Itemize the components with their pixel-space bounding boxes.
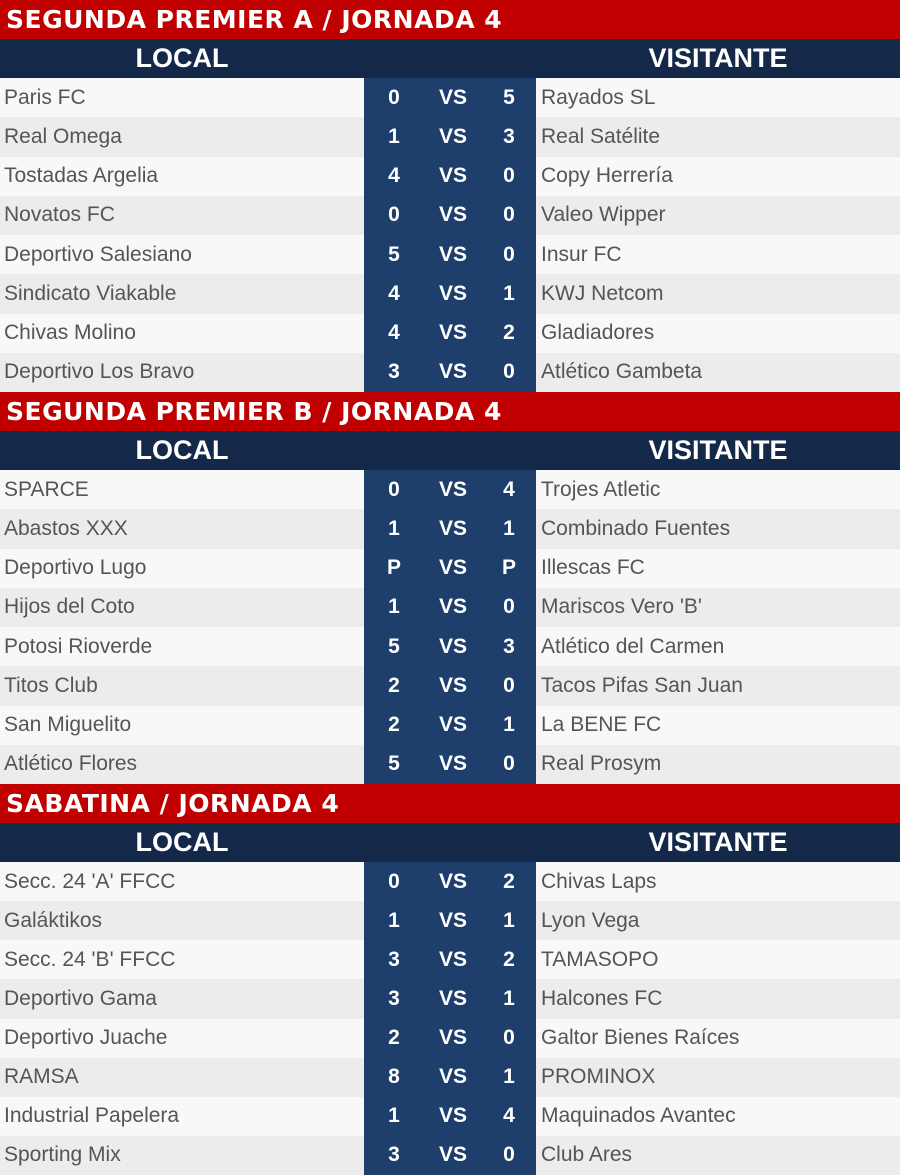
- away-team: Galtor Bienes Raíces: [541, 1026, 740, 1050]
- match-row: [0, 274, 900, 313]
- away-score: 0: [503, 752, 515, 776]
- match-row: [0, 901, 900, 940]
- vs-label: VS: [438, 908, 467, 932]
- match-row: [0, 549, 900, 588]
- score-block: [364, 549, 536, 588]
- away-score: 1: [503, 908, 515, 932]
- score-block: [364, 235, 536, 274]
- score-header-spacer: [364, 39, 536, 78]
- match-row: [0, 706, 900, 745]
- vs-label: VS: [438, 321, 467, 345]
- away-team: Gladiadores: [541, 321, 655, 345]
- home-team: SPARCE: [4, 477, 89, 501]
- home-team: Novatos FC: [4, 203, 115, 227]
- visitor-header: VISITANTE: [648, 43, 788, 73]
- score-block: [364, 353, 536, 392]
- home-score: 1: [388, 124, 400, 148]
- away-team: Real Satélite: [541, 124, 661, 148]
- away-team: KWJ Netcom: [541, 281, 664, 305]
- away-score: P: [501, 556, 516, 580]
- match-row: [0, 862, 900, 901]
- away-score: 2: [503, 321, 515, 345]
- match-row: [0, 1097, 900, 1136]
- away-score: 0: [503, 360, 515, 384]
- league-title: SEGUNDA PREMIER B / JORNADA 4: [0, 392, 900, 431]
- away-score: 5: [503, 85, 515, 109]
- score-block: [364, 274, 536, 313]
- score-block: [364, 1136, 536, 1175]
- home-score: 2: [388, 673, 400, 697]
- vs-label: VS: [438, 1026, 467, 1050]
- home-score: 0: [388, 477, 400, 501]
- away-score: 4: [503, 477, 515, 501]
- away-score: 2: [503, 869, 515, 893]
- home-team: Deportivo Juache: [4, 1026, 168, 1050]
- away-team: Tacos Pifas San Juan: [541, 673, 743, 697]
- column-header-row: [0, 823, 900, 862]
- vs-label: VS: [438, 1104, 467, 1128]
- vs-label: VS: [438, 360, 467, 384]
- score-block: [364, 1058, 536, 1097]
- local-header: LOCAL: [135, 435, 229, 465]
- away-score: 1: [503, 986, 515, 1010]
- home-team: Sindicato Viakable: [4, 281, 177, 305]
- score-block: [364, 706, 536, 745]
- local-header: LOCAL: [135, 43, 229, 73]
- home-score: 1: [388, 516, 400, 540]
- score-block: [364, 1097, 536, 1136]
- match-row: [0, 235, 900, 274]
- vs-label: VS: [438, 1143, 467, 1167]
- home-team: Secc. 24 'B' FFCC: [4, 947, 176, 971]
- home-team: San Miguelito: [4, 713, 132, 737]
- away-team: Trojes Atletic: [541, 477, 661, 501]
- score-block: [364, 901, 536, 940]
- home-team: Paris FC: [4, 85, 86, 109]
- home-score: 2: [388, 1026, 400, 1050]
- vs-label: VS: [438, 713, 467, 737]
- away-score: 0: [503, 242, 515, 266]
- away-score: 0: [503, 673, 515, 697]
- score-block: [364, 470, 536, 509]
- vs-label: VS: [438, 673, 467, 697]
- home-score: 4: [388, 164, 400, 188]
- match-row: [0, 979, 900, 1018]
- home-team: Deportivo Los Bravo: [4, 360, 195, 384]
- home-score: 2: [388, 713, 400, 737]
- away-score: 0: [503, 1143, 515, 1167]
- match-row: [0, 470, 900, 509]
- home-team: Deportivo Gama: [4, 986, 157, 1010]
- match-row: [0, 196, 900, 235]
- away-score: 2: [503, 947, 515, 971]
- home-team: Industrial Papelera: [4, 1104, 180, 1128]
- vs-label: VS: [438, 947, 467, 971]
- vs-label: VS: [438, 203, 467, 227]
- away-score: 1: [503, 516, 515, 540]
- match-row: [0, 588, 900, 627]
- away-team: Atlético Gambeta: [541, 360, 703, 384]
- home-score: 1: [388, 908, 400, 932]
- match-row: [0, 157, 900, 196]
- away-score: 1: [503, 1065, 515, 1089]
- visitor-header: VISITANTE: [648, 827, 788, 857]
- score-header-spacer: [364, 823, 536, 862]
- home-score: 4: [388, 321, 400, 345]
- vs-label: VS: [438, 242, 467, 266]
- score-block: [364, 1019, 536, 1058]
- away-score: 0: [503, 595, 515, 619]
- home-score: P: [386, 556, 401, 580]
- vs-label: VS: [438, 516, 467, 540]
- match-row: [0, 117, 900, 156]
- home-team: Deportivo Lugo: [4, 556, 147, 580]
- home-score: 0: [388, 869, 400, 893]
- vs-label: VS: [438, 164, 467, 188]
- away-team: Chivas Laps: [541, 869, 657, 893]
- score-block: [364, 745, 536, 784]
- away-team: Halcones FC: [541, 986, 663, 1010]
- away-score: 0: [503, 203, 515, 227]
- away-team: Mariscos Vero 'B': [541, 595, 702, 619]
- away-team: PROMINOX: [541, 1065, 656, 1089]
- vs-label: VS: [438, 634, 467, 658]
- home-team: Chivas Molino: [4, 321, 136, 345]
- home-score: 3: [388, 360, 400, 384]
- league-section: [0, 392, 900, 784]
- match-row: [0, 666, 900, 705]
- column-header-row: [0, 431, 900, 470]
- vs-label: VS: [438, 595, 467, 619]
- home-team: Potosi Rioverde: [4, 634, 153, 658]
- score-block: [364, 979, 536, 1018]
- home-score: 3: [388, 947, 400, 971]
- away-team: Insur FC: [541, 242, 622, 266]
- match-row: [0, 1136, 900, 1175]
- match-row: [0, 1019, 900, 1058]
- home-score: 5: [388, 752, 400, 776]
- away-score: 0: [503, 1026, 515, 1050]
- home-score: 3: [388, 986, 400, 1010]
- away-team: Lyon Vega: [541, 908, 640, 932]
- away-team: TAMASOPO: [541, 947, 659, 971]
- vs-label: VS: [438, 1065, 467, 1089]
- home-score: 0: [388, 203, 400, 227]
- vs-label: VS: [438, 752, 467, 776]
- away-score: 0: [503, 164, 515, 188]
- away-team: La BENE FC: [541, 713, 662, 737]
- vs-label: VS: [438, 986, 467, 1010]
- match-row: [0, 509, 900, 548]
- score-block: [364, 117, 536, 156]
- home-team: Deportivo Salesiano: [4, 242, 192, 266]
- away-team: Illescas FC: [541, 556, 645, 580]
- score-block: [364, 78, 536, 117]
- home-team: Titos Club: [4, 673, 98, 697]
- league-section: [0, 0, 900, 392]
- home-team: RAMSA: [4, 1065, 79, 1089]
- away-team: Valeo Wipper: [541, 203, 666, 227]
- match-row: [0, 627, 900, 666]
- score-block: [364, 862, 536, 901]
- home-team: Tostadas Argelia: [4, 164, 159, 188]
- home-score: 0: [388, 85, 400, 109]
- score-block: [364, 666, 536, 705]
- home-team: Hijos del Coto: [4, 595, 135, 619]
- away-team: Maquinados Avantec: [541, 1104, 736, 1128]
- score-header-spacer: [364, 431, 536, 470]
- match-row: [0, 78, 900, 117]
- away-score: 1: [503, 713, 515, 737]
- vs-label: VS: [438, 85, 467, 109]
- away-team: Club Ares: [541, 1143, 633, 1167]
- home-score: 1: [388, 1104, 400, 1128]
- home-score: 4: [388, 281, 400, 305]
- away-team: Real Prosym: [541, 752, 662, 776]
- away-team: Copy Herrería: [541, 164, 673, 188]
- home-team: Galáktikos: [4, 908, 103, 932]
- score-block: [364, 314, 536, 353]
- vs-label: VS: [438, 281, 467, 305]
- away-team: Combinado Fuentes: [541, 516, 731, 540]
- match-row: [0, 1058, 900, 1097]
- vs-label: VS: [438, 556, 467, 580]
- away-score: 3: [503, 634, 515, 658]
- away-score: 1: [503, 281, 515, 305]
- league-title: SABATINA / JORNADA 4: [0, 784, 900, 823]
- league-section: [0, 784, 900, 1175]
- match-row: [0, 314, 900, 353]
- home-score: 1: [388, 595, 400, 619]
- home-team: Secc. 24 'A' FFCC: [4, 869, 176, 893]
- vs-label: VS: [438, 477, 467, 501]
- score-block: [364, 157, 536, 196]
- home-team: Real Omega: [4, 124, 122, 148]
- score-block: [364, 509, 536, 548]
- away-score: 3: [503, 124, 515, 148]
- score-block: [364, 196, 536, 235]
- score-block: [364, 627, 536, 666]
- vs-label: VS: [438, 124, 467, 148]
- score-block: [364, 588, 536, 627]
- away-score: 4: [503, 1104, 515, 1128]
- league-title: SEGUNDA PREMIER A / JORNADA 4: [0, 0, 900, 39]
- away-team: Atlético del Carmen: [541, 634, 725, 658]
- home-score: 5: [388, 634, 400, 658]
- match-row: [0, 353, 900, 392]
- home-team: Abastos XXX: [4, 516, 128, 540]
- vs-label: VS: [438, 869, 467, 893]
- home-team: Sporting Mix: [4, 1143, 121, 1167]
- local-header: LOCAL: [135, 827, 229, 857]
- score-block: [364, 940, 536, 979]
- column-header-row: [0, 39, 900, 78]
- home-score: 5: [388, 242, 400, 266]
- visitor-header: VISITANTE: [648, 435, 788, 465]
- match-row: [0, 745, 900, 784]
- away-team: Rayados SL: [541, 85, 656, 109]
- home-score: 3: [388, 1143, 400, 1167]
- home-team: Atlético Flores: [4, 752, 138, 776]
- home-score: 8: [388, 1065, 400, 1089]
- match-row: [0, 940, 900, 979]
